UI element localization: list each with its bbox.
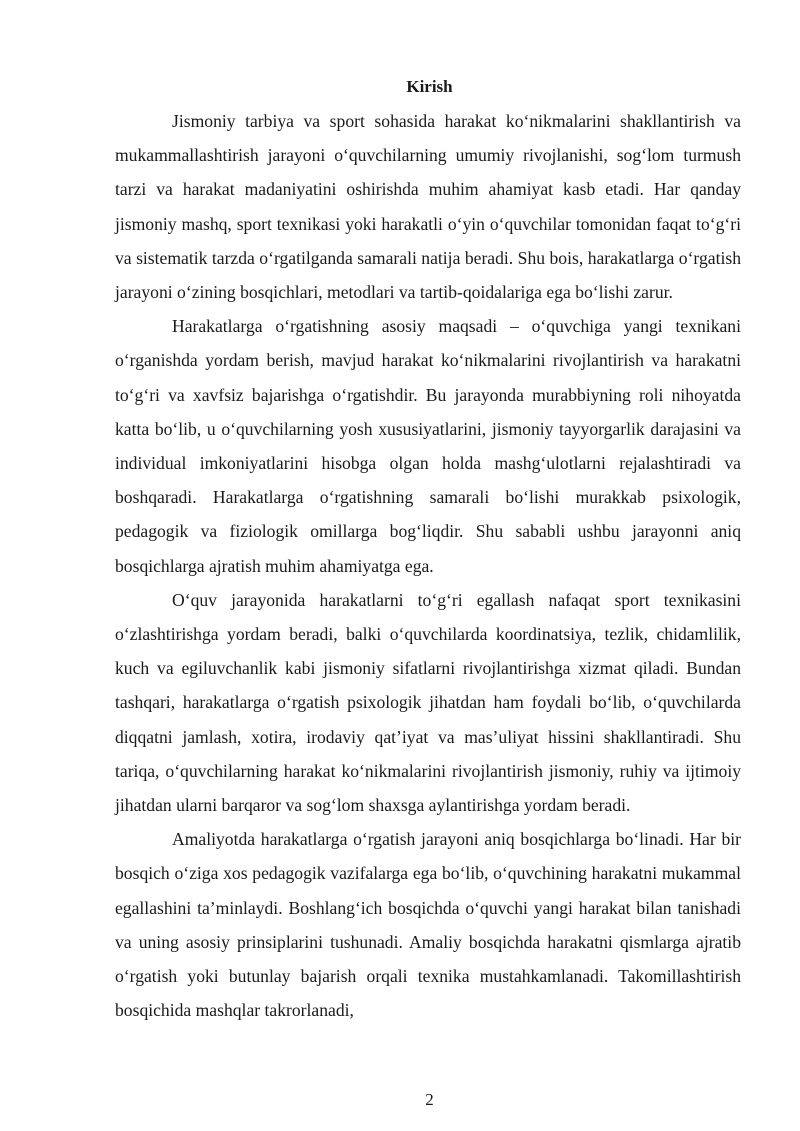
section-heading: Kirish — [406, 77, 453, 96]
paragraph-2: Harakatlarga o‘rgatishning asosiy maqsadi – o‘quvchiga yangi texnikani o‘rganishda yordam berish, mavjud harakat ko‘nikmalarini rivojlantirish va harakatni to‘g‘ri va xavfsiz bajarishga o‘rgatishdir. Bu jarayonda murabbiyning roli nihoyatda katta bo‘lib, u o‘quvchilarning yosh xususiyatlarini, jismoniy tayyorgarlik darajasini va individual imkoniyatlarini hisobga olgan holda mashg‘ulotlarni rejalashtiradi va boshqaradi. Harakatlarga o‘rgatishning samarali bo‘lishi murakkab psixologik, pedagogik va fiziologik omillarga bog‘liqdir. Shu sababli ushbu jarayonni aniq bosqichlarga ajratish muhim ahamiyatga ega. — [115, 316, 741, 576]
paragraph-3: O‘quv jarayonida harakatlarni to‘g‘ri egallash nafaqat sport texnikasini o‘zlashtirishga yordam beradi, balki o‘quvchilarda koordinatsiya, tezlik, chidamlilik, kuch va egiluvchanlik kabi jismoniy sifatlarni rivojlantirishga xizmat qiladi. Bundan tashqari, harakatlarga o‘rgatish psixologik jihatdan ham foydali bo‘lib, o‘quvchilarda diqqatni jamlash, xotira, irodaviy qat’iyat va mas’uliyat hissini shakllantiradi. Shu tariqa, o‘quvchilarning harakat ko‘nikmalarini rivojlantirish jismoniy, ruhiy va ijtimoiy jihatdan ularni barqaror va sog‘lom shaxsga aylantirishga yordam beradi. — [115, 589, 741, 816]
paragraph-4: Amaliyotda harakatlarga o‘rgatish jarayoni aniq bosqichlarga bo‘linadi. Har bir bosqich o‘ziga xos pedagogik vazifalarga ega bo‘lib, o‘quvchining harakatni mukammal egallashini ta’minlaydi. Boshlang‘ich bosqichda o‘quvchi yangi harakat bilan tanishadi va uning asosiy prinsiplarini tushunadi. Amaliy bosqichda harakatni qismlarga ajratib o‘rgatish yoki butunlay bajarish orqali texnika mustahkamlanadi. Takomillashtirish bosqichida mashqlar takrorlanadi, — [115, 829, 741, 1021]
page-number: 2 — [425, 1090, 434, 1109]
body-text — [115, 104, 741, 1027]
paragraph-1: Jismoniy tarbiya va sport sohasida harakat ko‘nikmalarini shakllantirish va mukammallashtirish jarayoni o‘quvchilarning umumiy rivojlanishi, sog‘lom turmush tarzi va harakat madaniyatini oshirishda muhim ahamiyat kasb etadi. Har qanday jismoniy mashq, sport texnikasi yoki harakatli o‘yin o‘quvchilar tomonidan faqat to‘g‘ri va sistematik tarzda o‘rgatilganda samarali natija beradi. Shu bois, harakatlarga o‘rgatish jarayoni o‘zining bosqichlari, metodlari va tartib-qoidalariga ega bo‘lishi zarur. — [115, 111, 741, 303]
